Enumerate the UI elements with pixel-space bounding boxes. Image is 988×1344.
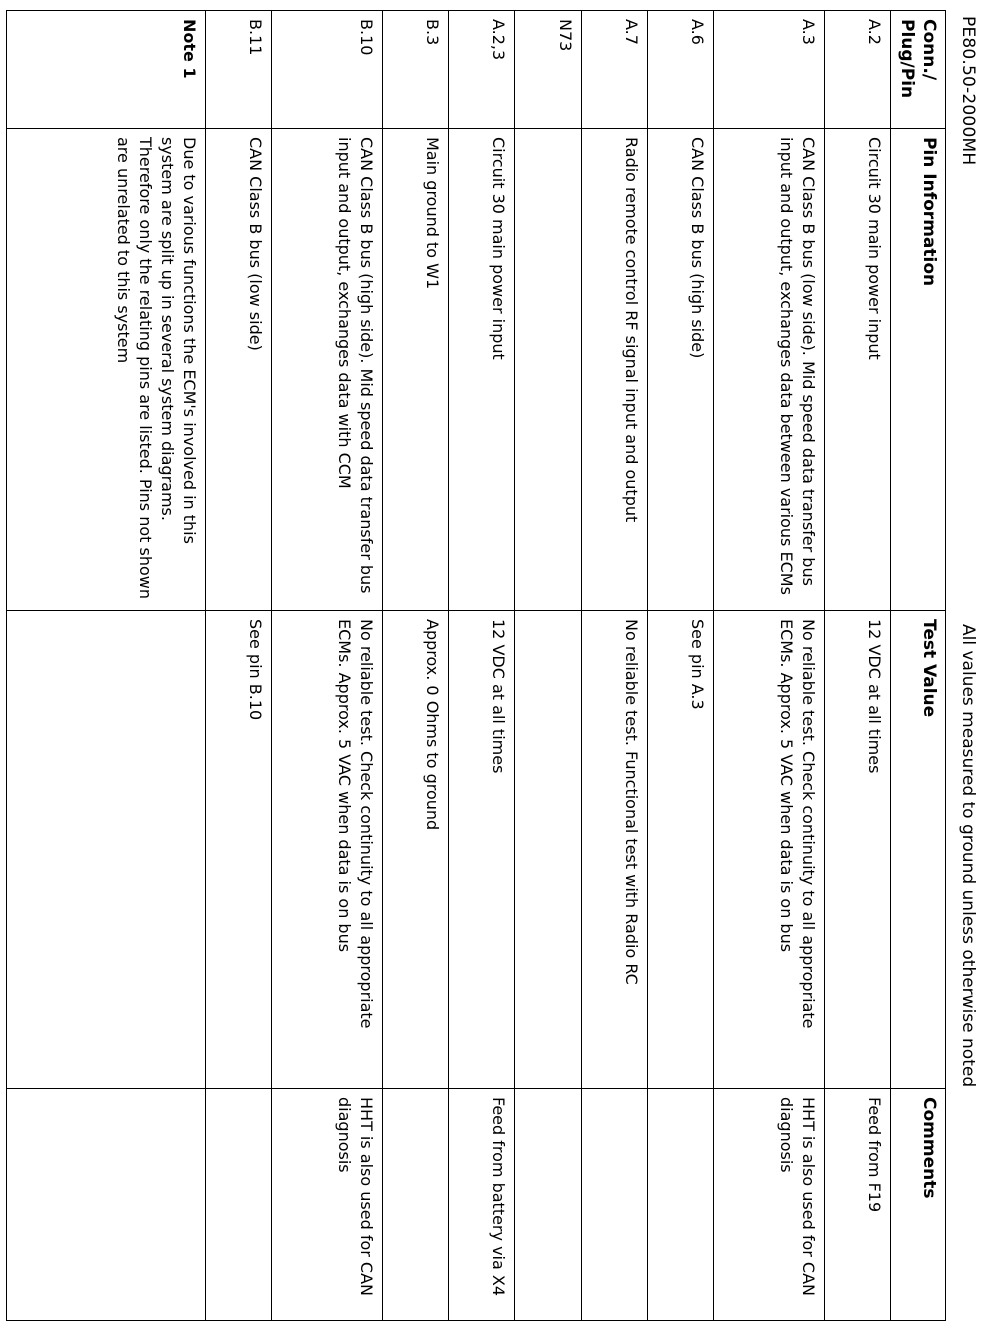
cell-pin: B.3 [382, 11, 448, 129]
cell-comment [647, 1089, 713, 1321]
cell-pin: A.3 [714, 11, 825, 129]
table-row [714, 11, 825, 1321]
cell-pin: A.2 [824, 11, 890, 129]
cell-test-value: No reliable test. Functional test with Radio RC [581, 611, 647, 1089]
cell-test-value: 12 VDC at all times [449, 611, 515, 1089]
cell-pin-info: CAN Class B bus (high side) [647, 129, 713, 611]
cell-pin: B.11 [205, 11, 271, 129]
cell-pin-info: CAN Class B bus (low side). Mid speed data transfer bus input and output, exchanges data between various ECMs [714, 129, 825, 611]
cell-pin-info: CAN Class B bus (low side) [205, 129, 271, 611]
table-row [824, 11, 890, 1321]
table-row [515, 11, 581, 1321]
table-header-row [891, 11, 946, 1321]
cell-pin: B.10 [272, 11, 383, 129]
cell-comment: Feed from F19 [824, 1089, 890, 1321]
measurement-note: All values measured to ground unless otherwise noted [958, 624, 978, 1088]
table-row [205, 11, 271, 1321]
cell-comment [205, 1089, 271, 1321]
cell-test-value: 12 VDC at all times [824, 611, 890, 1089]
cell-test-value: Approx. 0 Ohms to ground [382, 611, 448, 1089]
header-test-value: Test Value [891, 611, 946, 1089]
table-row [272, 11, 383, 1321]
cell-comment: HHT is also used for CAN diagnosis [714, 1089, 825, 1321]
cell-comment [581, 1089, 647, 1321]
cell-comment [382, 1089, 448, 1321]
cell-comment [515, 1089, 581, 1321]
cell-pin-info [515, 129, 581, 611]
cell-pin-info: CAN Class B bus (high side). Mid speed data transfer bus input and output, exchanges data with CCM [272, 129, 383, 611]
cell-test-value: See pin A.3 [647, 611, 713, 1089]
table-row [382, 11, 448, 1321]
table-row-note [7, 11, 206, 1321]
cell-comment [7, 1089, 206, 1321]
cell-pin: Note 1 [7, 11, 206, 129]
header-conn-plug-pin: Conn./ Plug/Pin [891, 11, 946, 129]
cell-comment: HHT is also used for CAN diagnosis [272, 1089, 383, 1321]
cell-pin-info: Circuit 30 main power input [824, 129, 890, 611]
cell-test-value [7, 611, 206, 1089]
header-pin-information: Pin Information [891, 129, 946, 611]
cell-test-value: No reliable test. Check continuity to all appropriate ECMs. Approx. 5 VAC when data is on bus [714, 611, 825, 1089]
cell-pin: N73 [515, 11, 581, 129]
cell-pin: A.6 [647, 11, 713, 129]
table-row [647, 11, 713, 1321]
header-comments: Comments [891, 1089, 946, 1321]
cell-test-value: See pin B.10 [205, 611, 271, 1089]
cell-pin-info: Radio remote control RF signal input and output [581, 129, 647, 611]
cell-test-value: No reliable test. Check continuity to all appropriate ECMs. Approx. 5 VAC when data is on bus [272, 611, 383, 1089]
table-row [449, 11, 515, 1321]
pin-information-table [6, 10, 946, 1321]
cell-pin: A.2,3 [449, 11, 515, 129]
cell-comment: Feed from battery via X4 [449, 1089, 515, 1321]
cell-pin-info: Main ground to W1 [382, 129, 448, 611]
document-id: PE80.50-2000MH [958, 16, 978, 166]
cell-pin: A.7 [581, 11, 647, 129]
cell-pin-info: Due to various functions the ECM's involved in this system are split up in several system diagrams. Therefore only the relating pins are listed. Pins not shown are unrelated to this system [7, 129, 206, 611]
table-row [581, 11, 647, 1321]
cell-pin-info: Circuit 30 main power input [449, 129, 515, 611]
cell-test-value [515, 611, 581, 1089]
